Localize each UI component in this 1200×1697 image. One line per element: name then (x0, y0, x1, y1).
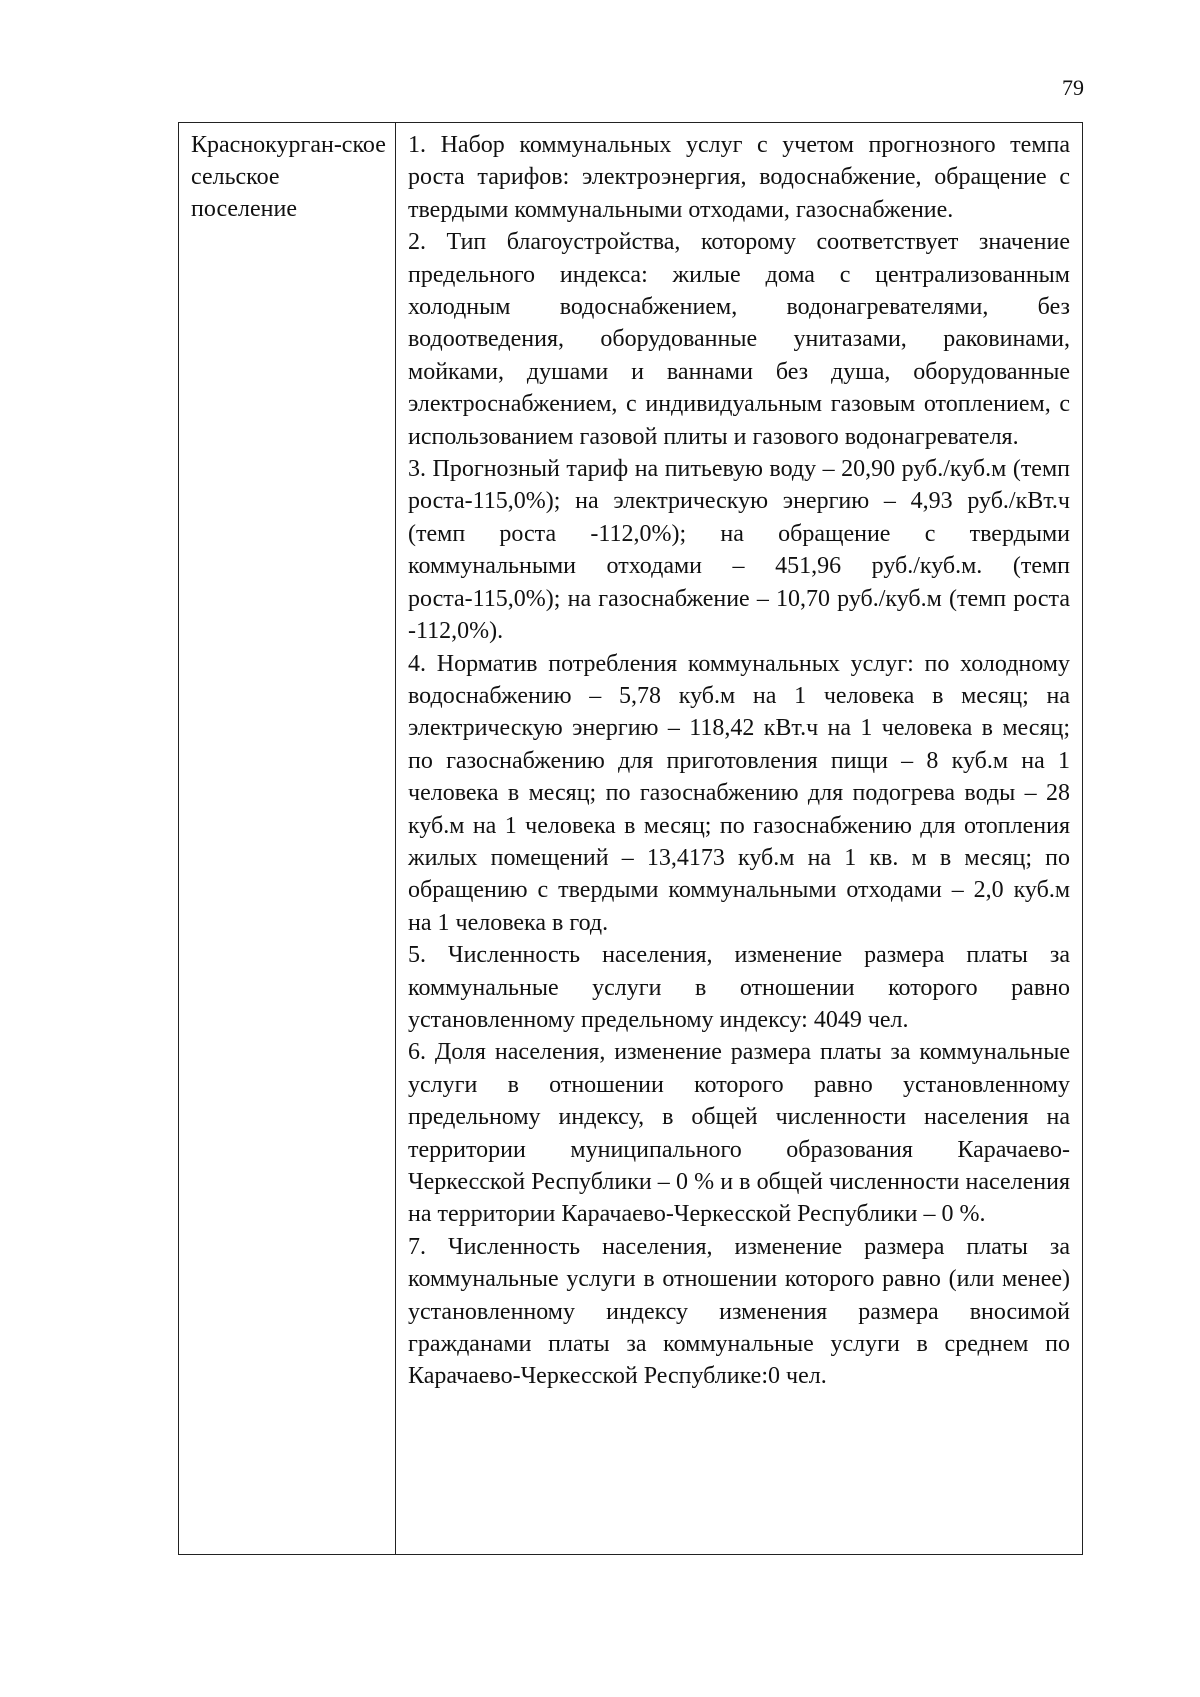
provisions-list (396, 123, 1082, 1393)
settlement-name: Краснокурган-ское сельское поселение (191, 132, 386, 222)
provision-6: 6. Доля населения, изменение размера платы за коммунальные услуги в отношении которого равно установленному предельному индексу, в общей численности населения на территории муниципального образования Карачаево-Черкесской Республики – 0 % и в общей численности населения на территории Карачаево-Черкесской Республики – 0 %. (408, 1039, 1070, 1228)
page-number: 79 (1062, 75, 1084, 100)
provision-3: 3. Прогнозный тариф на питьевую воду – 20,90 руб./куб.м (темп роста-115,0%); на электрическую энергию – 4,93 руб./кВт.ч (темп роста -112,0%); на обращение с твердыми коммунальными отходами – 451,96 руб./куб.м. (темп роста-115,0%); на газоснабжение – 10,70 руб./куб.м (темп роста -112,0%). (408, 456, 1070, 645)
settlement-cell (179, 123, 396, 1555)
provisions-cell (396, 123, 1083, 1555)
settlement-table (178, 122, 1083, 1555)
provision-1: 1. Набор коммунальных услуг с учетом прогнозного темпа роста тарифов: электроэнергия, водоснабжение, обращение с твердыми коммунальными отходами, газоснабжение. (408, 132, 1070, 223)
provision-5: 5. Численность населения, изменение размера платы за коммунальные услуги в отношении которого равно установленному предельному индексу: 4049 чел. (408, 942, 1070, 1033)
provision-4: 4. Норматив потребления коммунальных услуг: по холодному водоснабжению – 5,78 куб.м на 1 человека в месяц; на электрическую энергию – 118,42 кВт.ч на 1 человека в месяц; по газоснабжению для приготовления пищи – 8 куб.м на 1 человека в месяц; по газоснабжению для подогрева воды – 28 куб.м на 1 человека в месяц; по газоснабжению для отопления жилых помещений – 13,4173 куб.м на 1 кв. м в месяц; по обращению с твердыми коммунальными отходами – 2,0 куб.м на 1 человека в год. (408, 650, 1070, 936)
provision-7: 7. Численность населения, изменение размера платы за коммунальные услуги в отношении которого равно (или менее) установленному индексу изменения размера вносимой гражданами платы за коммунальные услуги в среднем по Карачаево-Черкесской Республике:0 чел. (408, 1233, 1070, 1390)
table-row (179, 123, 1083, 1555)
provision-2: 2. Тип благоустройства, которому соответствует значение предельного индекса: жилые дома с централизованным холодным водоснабжением, водонагревателями, без водоотведения, оборудованные унитазами, раковинами, мойками, душами и ваннами без душа, оборудованные электроснабжением, с индивидуальным газовым отоплением, с использованием газовой плиты и газового водонагревателя. (408, 229, 1070, 450)
